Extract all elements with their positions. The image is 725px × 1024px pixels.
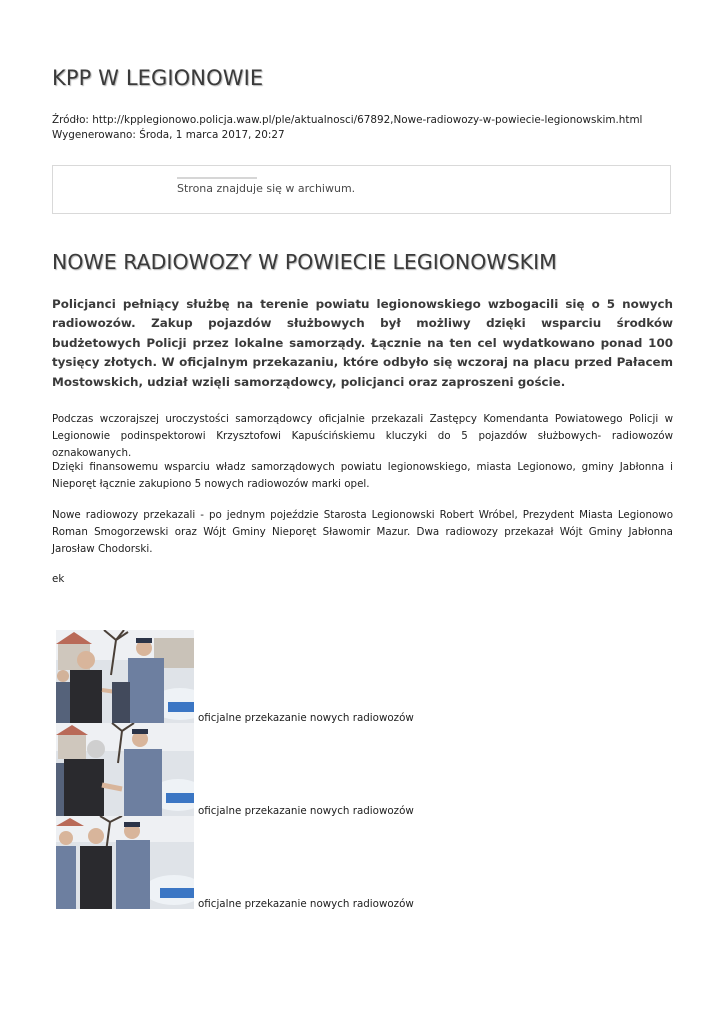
article-paragraph: Dzięki finansowemu wsparciu władz samorządowych powiatu legionowskiego, miasta Legionowo, gminy Jabłonna i Nieporęt łącznie zakupiono 5 nowych radiowozów marki opel. bbox=[52, 461, 673, 490]
article-lead: Policjanci pełniący służbę na terenie powiatu legionowskiego wzbogacili się o 5 nowych radiowozów. Zakup pojazdów służbowych był możliwy dzięki wsparciu środków budżetowych Policji przez lokalne samorządy. Łącznie na ten cel wydatkowano ponad 100 tysięcy złotych. W oficjalnym przekazaniu, które odbyło się wczoraj na placu przed Pałacem Mostowskich, udział wzięli samorządowcy, policjanci oraz zaproszeni goście. bbox=[52, 297, 673, 389]
photo-caption: oficjalne przekazanie nowych radiowozów bbox=[198, 712, 414, 724]
photo-caption: oficjalne przekazanie nowych radiowozów bbox=[198, 898, 414, 910]
article-paragraph: Nowe radiowozy przekazali - po jednym pojeździe Starosta Legionowski Robert Wróbel, Prezydent Miasta Legionowo Roman Smogorzewski oraz Wójt Gminy Nieporęt Sławomir Mazur. Dwa radiowozy przekazał Wójt Gminy Jabłonna Jarosław Chodorski. bbox=[52, 509, 673, 555]
article-title: NOWE RADIOWOZY W POWIECIE LEGIONOWSKIM bbox=[52, 250, 557, 274]
article-author: ek bbox=[52, 573, 65, 585]
archive-divider bbox=[177, 177, 257, 179]
gallery-photo[interactable] bbox=[56, 816, 194, 909]
archive-notice bbox=[52, 165, 671, 214]
source-url: Źródło: http://kpplegionowo.policja.waw.pl/ple/aktualnosci/67892,Nowe-radiowozy-w-powiecie-legionowskim.html bbox=[52, 114, 643, 126]
photo-ceremony-scene bbox=[56, 816, 194, 909]
photo-handshake-scene bbox=[56, 723, 194, 816]
article-paragraph: Podczas wczorajszej uroczystości samorządowcy oficjalnie przekazali Zastępcy Komendanta Powiatowego Policji w Legionowie podinspektorowi Krzysztofowi Kapuścińskiemu kluczyki do 5 pojazdów służbowych- radiowozów oznakowanych. bbox=[52, 413, 673, 459]
gallery-photo[interactable] bbox=[56, 723, 194, 816]
archive-note: Strona znajduje się w archiwum. bbox=[177, 182, 356, 195]
generated-date: Wygenerowano: Środa, 1 marca 2017, 20:27 bbox=[52, 129, 285, 141]
site-title: KPP W LEGIONOWIE bbox=[52, 66, 264, 90]
photo-caption: oficjalne przekazanie nowych radiowozów bbox=[198, 805, 414, 817]
document-meta bbox=[52, 113, 642, 143]
photo-handover-scene bbox=[56, 630, 194, 723]
gallery-photo[interactable] bbox=[56, 630, 194, 723]
